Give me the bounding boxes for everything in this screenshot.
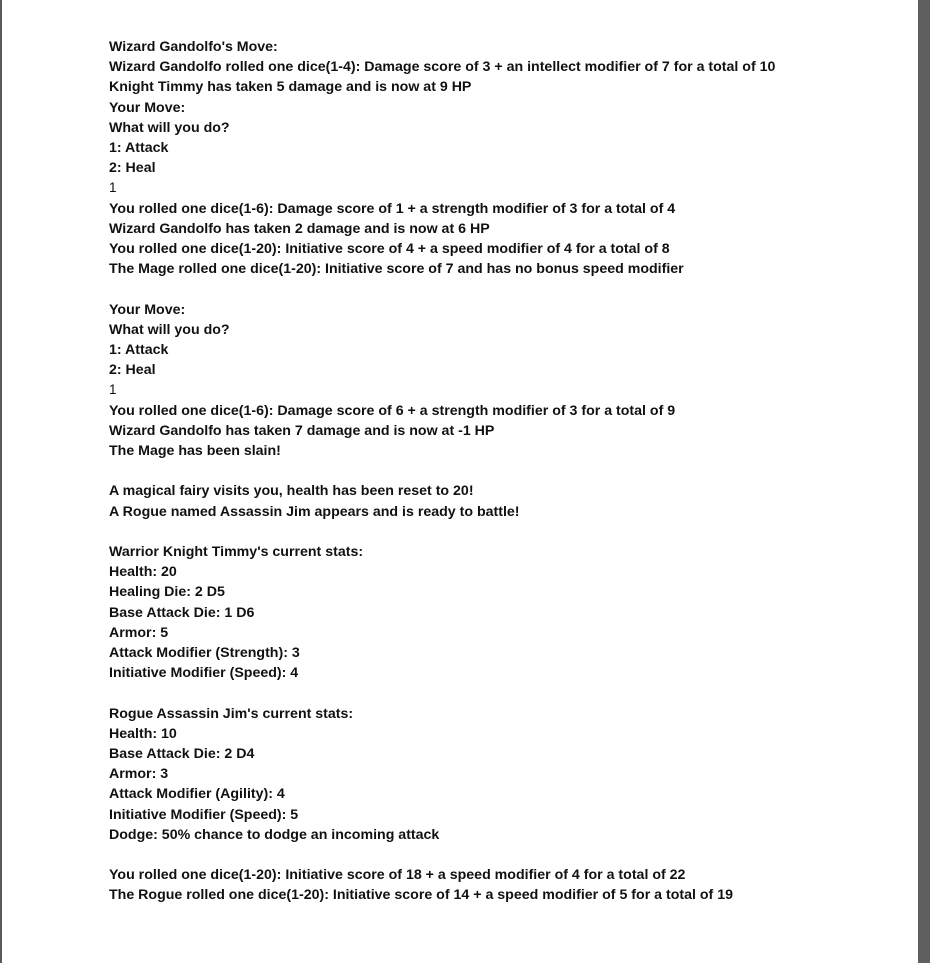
log-line: Health: 20 [109, 564, 177, 581]
log-line: You rolled one dice(1-20): Initiative score of 18 + a speed modifier of 4 for a total of 22 [109, 867, 686, 884]
log-line: Initiative Modifier (Speed): 5 [109, 806, 299, 823]
log-line: You rolled one dice(1-6): Damage score of 1 + a strength modifier of 3 for a total of 4 [109, 200, 676, 217]
log-line: Wizard Gandolfo rolled one dice(1-4): Damage score of 3 + an intellect modifier of 7 for a total of 10 [109, 59, 776, 76]
log-line: The Mage rolled one dice(1-20): Initiative score of 7 and has no bonus speed modifier [109, 261, 684, 278]
user-input-line: 1 [109, 382, 117, 398]
blank-line [109, 522, 809, 542]
log-line: Dodge: 50% chance to dodge an incoming attack [109, 826, 440, 843]
blank-line [109, 683, 809, 703]
log-line: 2: Heal [109, 362, 156, 379]
log-line: You rolled one dice(1-6): Damage score of 6 + a strength modifier of 3 for a total of 9 [109, 402, 676, 419]
document-page [2, 0, 918, 963]
log-line: Your Move: [109, 99, 186, 116]
log-line: Initiative Modifier (Speed): 4 [109, 665, 299, 682]
log-line: 2: Heal [109, 160, 156, 177]
log-line: What will you do? [109, 321, 230, 338]
log-line: You rolled one dice(1-20): Initiative score of 4 + a speed modifier of 4 for a total of 8 [109, 241, 670, 258]
log-line: Wizard Gandolfo has taken 2 damage and is now at 6 HP [109, 220, 490, 237]
log-line: Attack Modifier (Agility): 4 [109, 786, 285, 803]
log-line: Healing Die: 2 D5 [109, 584, 225, 601]
blank-line [109, 461, 809, 481]
log-line: Health: 10 [109, 725, 177, 742]
log-line: Rogue Assassin Jim's current stats: [109, 705, 354, 722]
log-line: Base Attack Die: 1 D6 [109, 604, 255, 621]
log-line: Attack Modifier (Strength): 3 [109, 645, 300, 662]
log-line: A Rogue named Assassin Jim appears and is ready to battle! [109, 503, 520, 520]
log-line: Armor: 3 [109, 766, 169, 783]
blank-line [109, 845, 809, 865]
log-line: What will you do? [109, 119, 230, 136]
log-line: The Rogue rolled one dice(1-20): Initiative score of 14 + a speed modifier of 5 for a total of 19 [109, 887, 733, 904]
viewer-scrollbar-track[interactable] [918, 0, 930, 963]
log-line: The Mage has been slain! [109, 443, 281, 460]
log-line: 1: Attack [109, 342, 169, 359]
log-line: A magical fairy visits you, health has been reset to 20! [109, 483, 474, 500]
log-line: Your Move: [109, 301, 186, 318]
log-line: Wizard Gandolfo's Move: [109, 39, 278, 55]
log-line: Warrior Knight Timmy's current stats: [109, 544, 364, 561]
blank-line [109, 279, 809, 299]
log-line: 1: Attack [109, 140, 169, 157]
log-line: Armor: 5 [109, 624, 169, 641]
log-line: Wizard Gandolfo has taken 7 damage and is now at -1 HP [109, 422, 495, 439]
log-line: Knight Timmy has taken 5 damage and is now at 9 HP [109, 79, 472, 96]
log-line: Base Attack Die: 2 D4 [109, 746, 255, 763]
user-input-line: 1 [109, 180, 117, 196]
game-log [109, 37, 809, 906]
